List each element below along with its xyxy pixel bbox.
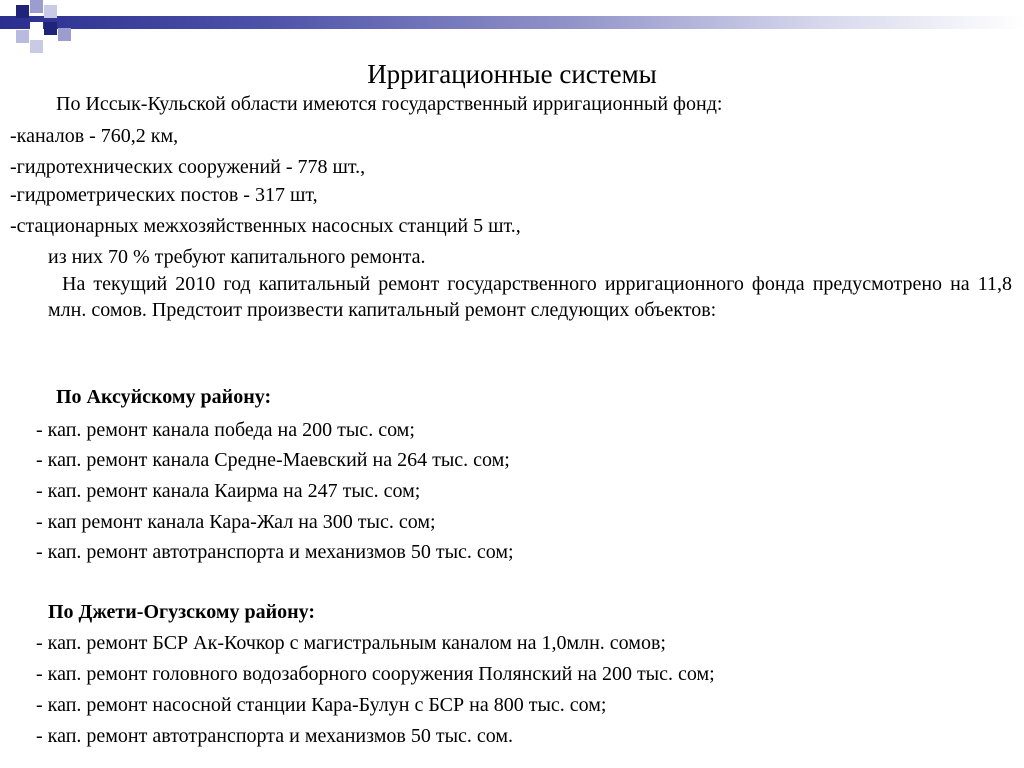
list-item: - кап. ремонт канала Каирма на 247 тыс. сом; xyxy=(36,480,421,502)
decor-square xyxy=(30,22,43,35)
decor-square xyxy=(44,22,57,35)
decor-square xyxy=(58,28,71,41)
list-item: - кап. ремонт БСР Ак-Кочкор с магистральным каналом на 1,0млн. сомов; xyxy=(36,632,666,654)
district-heading: По Аксуйскому району: xyxy=(56,386,272,408)
header-gradient-bar xyxy=(0,16,1024,29)
note-text: из них 70 % требуют капитального ремонта. xyxy=(48,246,426,268)
list-item: - кап. ремонт канала Средне-Маевский на 264 тыс. сом; xyxy=(36,449,510,471)
decor-square xyxy=(16,30,29,43)
list-item: - кап. ремонт автотранспорта и механизмов 50 тыс. сом. xyxy=(36,725,514,747)
intro-text: По Иссык-Кульской области имеются государственный ирригационный фонд: xyxy=(56,93,723,115)
decor-square xyxy=(30,0,43,13)
plan-paragraph-text: На текущий 2010 год капитальный ремонт государственного ирригационного фонда предусмотрено на 11,8 млн. сомов. Предстоит произвести капитальный ремонт следующих объектов: xyxy=(48,273,1012,321)
list-item: - кап. ремонт головного водозаборного сооружения Полянский на 200 тыс. сом; xyxy=(36,663,715,685)
list-item: - кап. ремонт автотранспорта и механизмов 50 тыс. сом; xyxy=(36,541,514,563)
decor-square xyxy=(30,40,43,53)
plan-paragraph xyxy=(48,271,1012,323)
stat-item: -гидротехнических сооружений - 778 шт., xyxy=(10,156,366,178)
district-heading: По Джети-Огузскому району: xyxy=(48,601,316,623)
decor-square xyxy=(16,5,29,18)
stat-item: -каналов - 760,2 км, xyxy=(10,125,179,147)
list-item: - кап. ремонт насосной станции Кара-Булун с БСР на 800 тыс. сом; xyxy=(36,694,607,716)
stat-item: -гидрометрических постов - 317 шт, xyxy=(10,184,318,206)
list-item: - кап ремонт канала Кара-Жал на 300 тыс. сом; xyxy=(36,511,436,533)
stat-item: -стационарных межхозяйственных насосных станций 5 шт., xyxy=(10,215,521,237)
list-item: - кап. ремонт канала победа на 200 тыс. сом; xyxy=(36,419,415,441)
slide-title: Ирригационные системы xyxy=(367,59,657,89)
decor-square xyxy=(44,5,57,18)
